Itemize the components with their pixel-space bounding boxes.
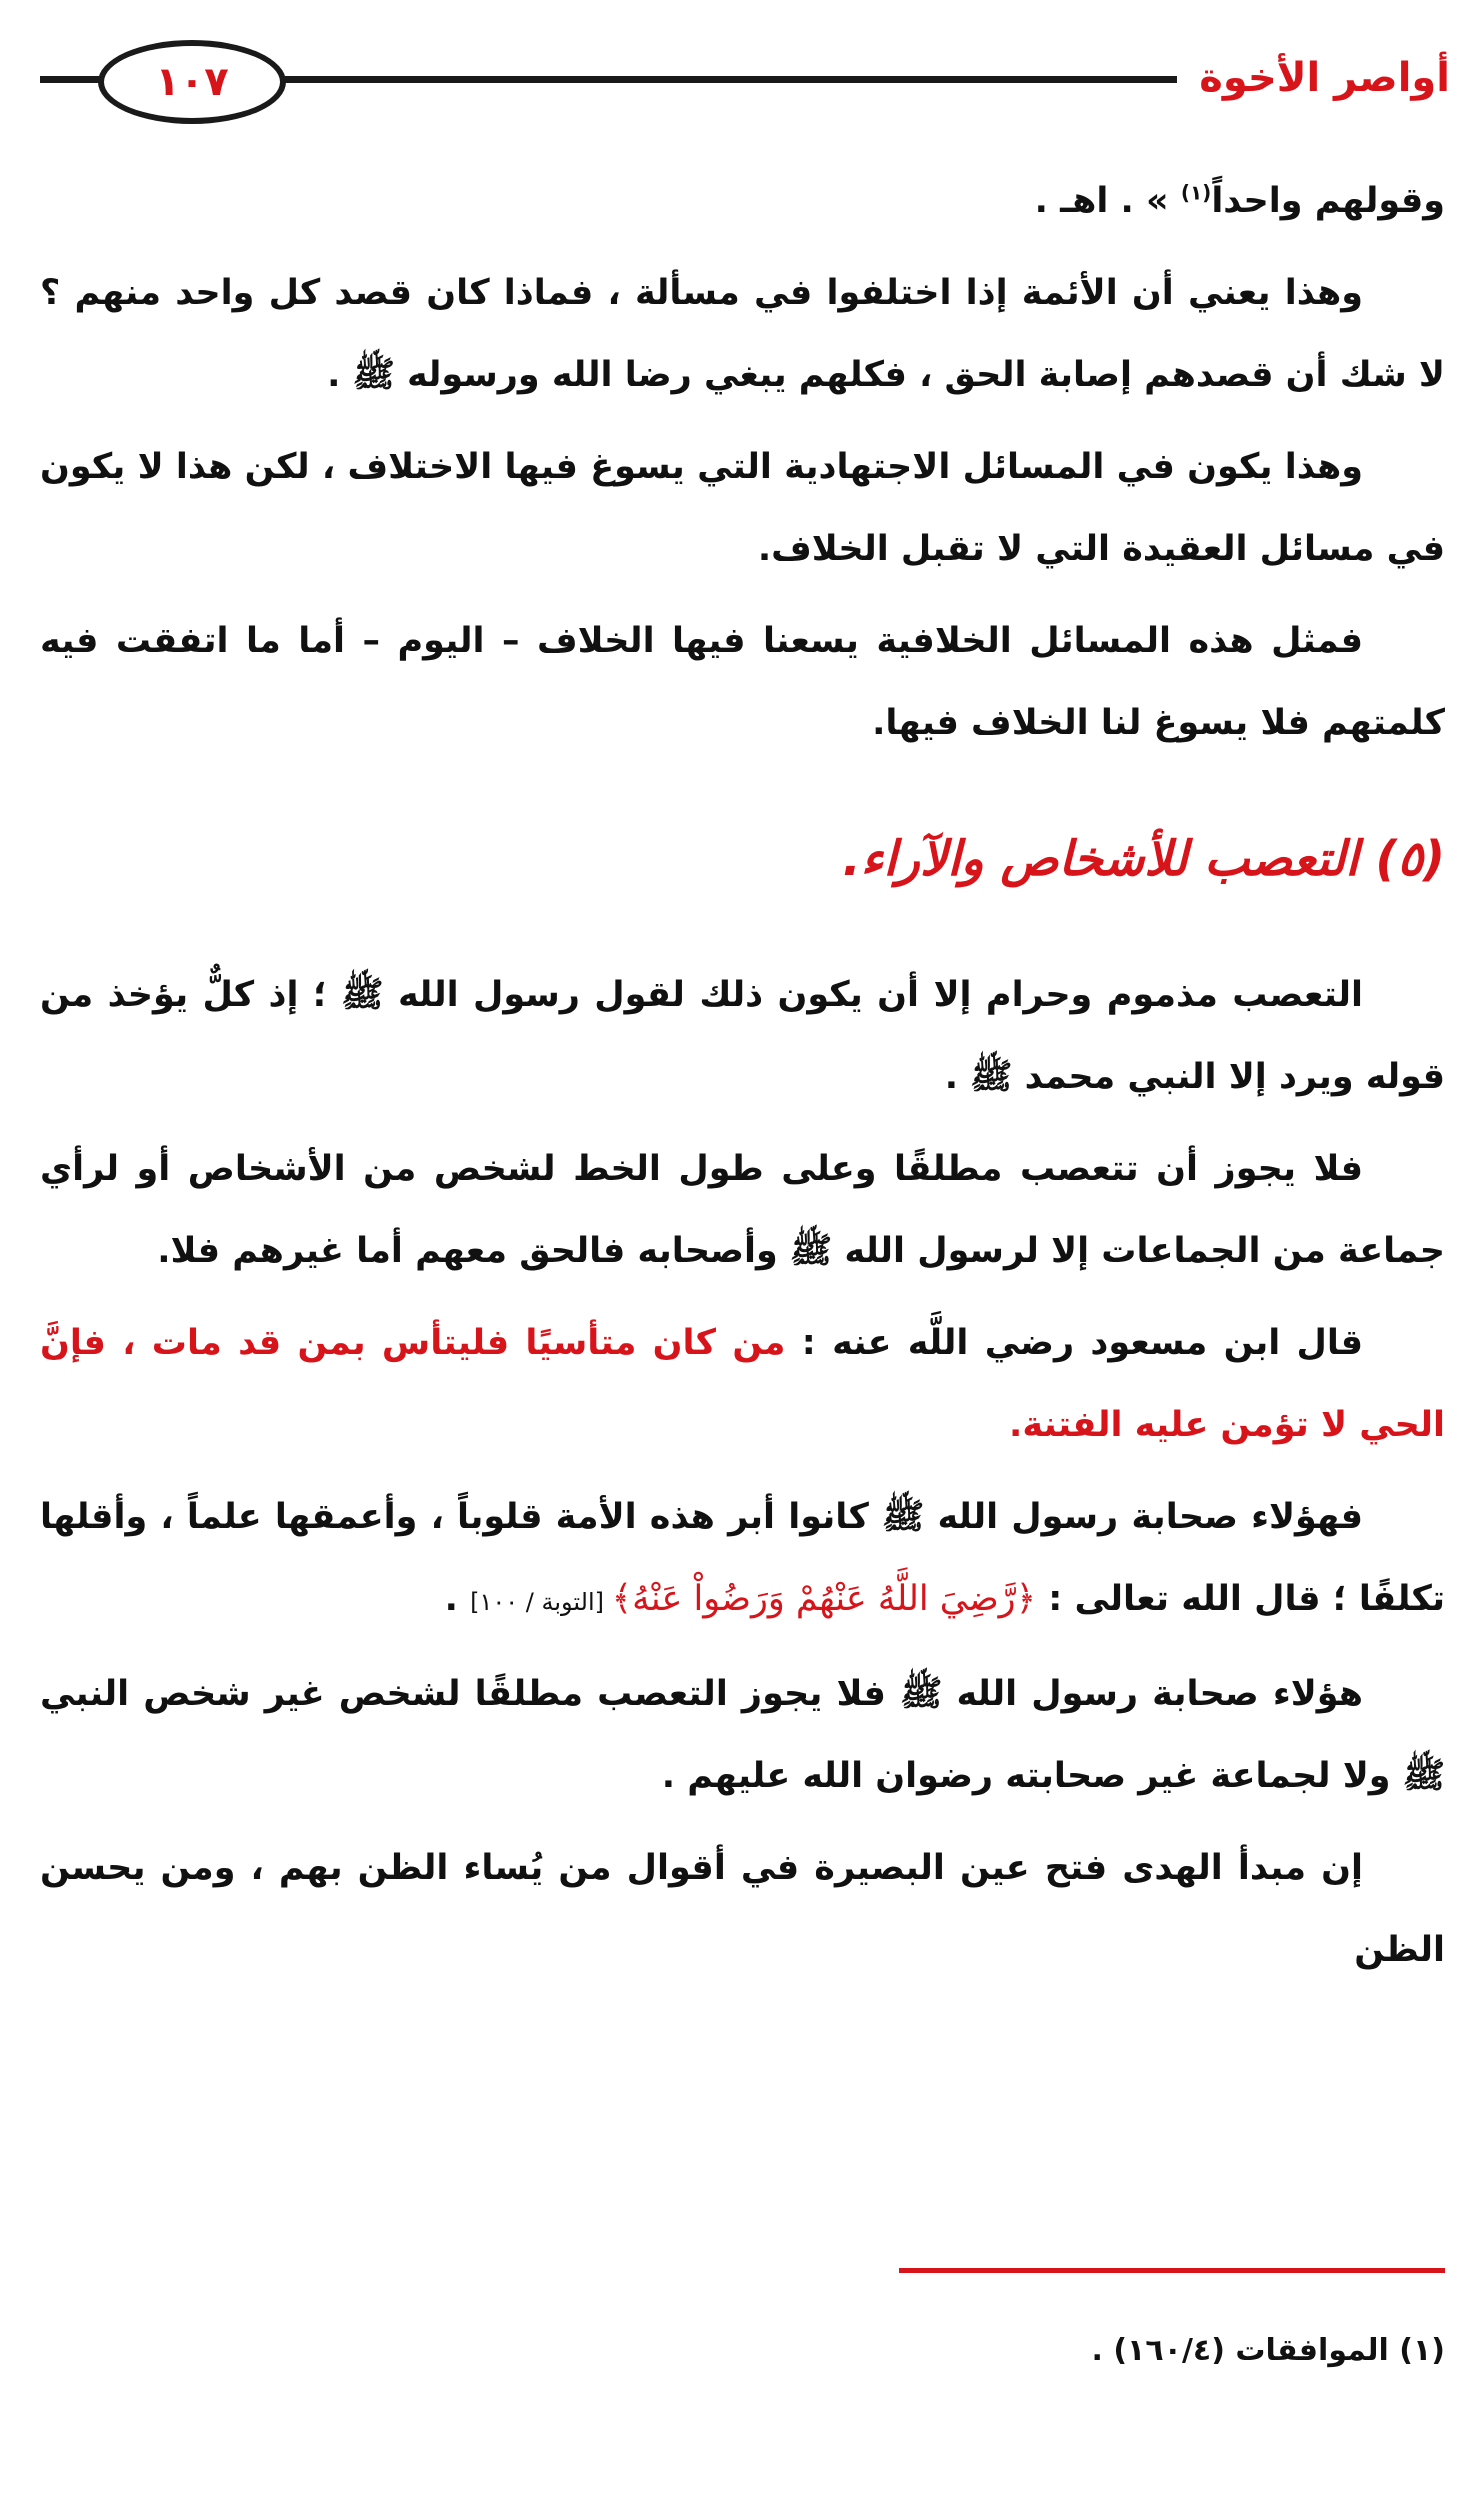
book-title: أواصر الأخوة: [1177, 38, 1450, 118]
paragraph-4: فمثل هذه المسائل الخلافية يسعنا فيها الخلاف – اليوم – أما ما اتفقت فيه كلمتهم فلا يسوغ لنا الخلاف فيها.: [40, 621, 1445, 743]
paragraph-8-end: .: [444, 1579, 471, 1619]
footnote-marker[interactable]: (١): [1180, 180, 1212, 205]
verse-reference: [التوبة / ١٠٠]: [470, 1588, 612, 1616]
main-text: [40, 160, 1445, 2001]
paragraph-6: فلا يجوز أن تتعصب مطلقًا وعلى طول الخط لشخص من الأشخاص أو لرأي جماعة من الجماعات إلا لرسول الله ﷺ وأصحابه فالحق معهم أما غيرهم فلا.: [40, 1149, 1445, 1271]
paragraph-1-end: » . اهـ .: [1034, 181, 1181, 221]
paragraph-8: [40, 1476, 1445, 1643]
paragraph-9: هؤلاء صحابة رسول الله ﷺ فلا يجوز التعصب مطلقًا لشخص غير شخص النبي ﷺ ولا لجماعة غير صحابته رضوان الله عليهم .: [40, 1674, 1445, 1796]
section-heading: (٥) التعصب للأشخاص والآراء.: [842, 831, 1445, 887]
footnote-rule: [899, 2268, 1445, 2273]
paragraph-7: [40, 1302, 1445, 1466]
paragraph-1: [40, 160, 1445, 242]
paragraph-8-lead: فهؤلاء صحابة رسول الله ﷺ كانوا أبر هذه الأمة قلوباً ، وأعمقها علماً ، وأقلها تكلفًا ؛ قال الله تعالى :: [40, 1497, 1445, 1619]
paragraph-5: التعصب مذموم وحرام إلا أن يكون ذلك لقول رسول الله ﷺ ؛ إذ كلٌّ يؤخذ من قوله ويرد إلا النبي محمد ﷺ .: [40, 975, 1445, 1097]
footnote: (١) الموافقات (١٦٠/٤) .: [1091, 2333, 1445, 2368]
paragraph-10: إن مبدأ الهدى فتح عين البصيرة في أقوال من يُساء الظن بهم ، ومن يحسن الظن: [40, 1848, 1445, 1970]
page-header: [40, 38, 1450, 118]
paragraph-7-lead: قال ابن مسعود رضي اللَّه عنه :: [785, 1323, 1363, 1363]
paragraph-2: وهذا يعني أن الأئمة إذا اختلفوا في مسألة ، فماذا كان قصد كل واحد منهم ؟ لا شك أن قصدهم إصابة الحق ، فكلهم يبغي رضا الله ورسوله ﷺ .: [40, 273, 1445, 395]
ibn-masud-quote: من كان متأسيًا فليتأس بمن قد مات ، فإنَّ الحي لا تؤمن عليه الفتنة.: [40, 1323, 1445, 1445]
paragraph-3: وهذا يكون في المسائل الاجتهادية التي يسوغ فيها الاختلاف ، لكن هذا لا يكون في مسائل العقيدة التي لا تقبل الخلاف.: [40, 447, 1445, 569]
quran-verse: ﴿رَّضِيَ اللَّهُ عَنْهُمْ وَرَضُواْ عَنْهُ﴾: [611, 1579, 1037, 1619]
page-number: ١٠٧: [98, 40, 286, 124]
paragraph-1-text: وقولهم واحداً: [1211, 181, 1445, 221]
